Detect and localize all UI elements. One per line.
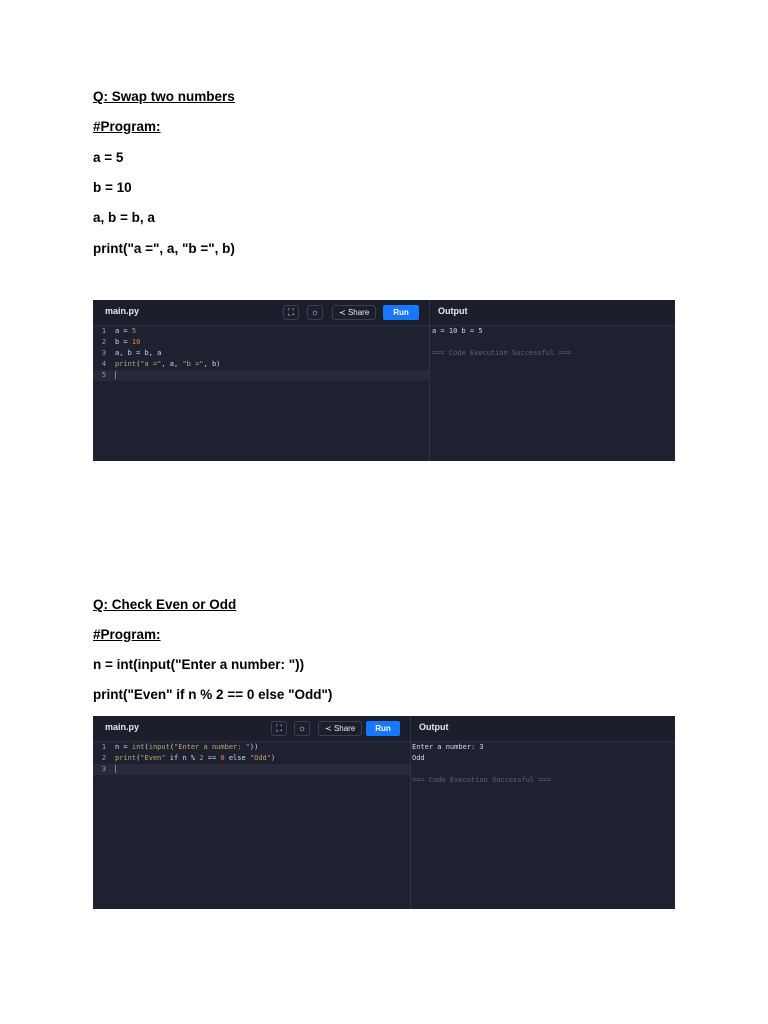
line-number: 2: [101, 338, 107, 346]
editor-screenshot: [93, 300, 675, 461]
line-number: 4: [101, 360, 107, 368]
share-button[interactable]: [318, 721, 362, 736]
run-button[interactable]: Run: [366, 721, 400, 736]
code-editor[interactable]: [93, 326, 429, 381]
question-title: Q: Swap two numbers: [93, 89, 235, 104]
line-number: 5: [101, 371, 107, 379]
code-line: [93, 370, 429, 381]
output-line: [432, 337, 571, 348]
output-console: [432, 326, 571, 359]
program-label: #Program:: [93, 119, 161, 134]
code-line: 1 a = 5: [93, 326, 429, 337]
execution-status: === Code Execution Successful ===: [432, 349, 572, 357]
code-line: 2 print("Even" if n % 2 == 0 else "Odd"): [93, 753, 410, 764]
text-cursor: [115, 371, 116, 379]
program-label: #Program:: [93, 627, 161, 642]
editor-toolbar: [93, 716, 675, 742]
share-button[interactable]: [332, 305, 376, 320]
line-number: 2: [101, 754, 107, 762]
code-line: 1 n = int(input("Enter a number: ")): [93, 742, 410, 753]
file-tab[interactable]: main.py: [105, 306, 140, 316]
sun-icon[interactable]: ☼: [307, 305, 323, 320]
code-line: 4 print("a =", a, "b =", b): [93, 359, 429, 370]
code-line: [93, 764, 410, 775]
code-editor[interactable]: [93, 742, 410, 775]
line-number: 1: [101, 327, 107, 335]
share-icon: ≺: [325, 724, 334, 733]
program-line: a, b = b, a: [93, 210, 155, 225]
execution-status: === Code Execution Successful ===: [412, 776, 552, 784]
output-tab[interactable]: Output: [438, 306, 468, 316]
output-line: Odd: [412, 754, 425, 762]
sun-icon[interactable]: ☼: [294, 721, 310, 736]
share-icon: ≺: [339, 308, 348, 317]
program-line: b = 10: [93, 180, 132, 195]
share-label: Share: [333, 724, 356, 733]
file-tab[interactable]: main.py: [105, 722, 140, 732]
editor-screenshot: [93, 716, 675, 909]
output-console: [412, 742, 551, 786]
output-line: a = 10 b = 5: [432, 327, 483, 335]
question-title: Q: Check Even or Odd: [93, 597, 237, 612]
code-line: 2 b = 10: [93, 337, 429, 348]
panel-divider[interactable]: [429, 300, 430, 461]
code-line: 3 a, b = b, a: [93, 348, 429, 359]
panel-divider[interactable]: [410, 716, 411, 909]
program-line: print("Even" if n % 2 == 0 else "Odd"): [93, 687, 333, 702]
fullscreen-icon[interactable]: ⛶: [271, 721, 287, 736]
program-line: n = int(input("Enter a number: ")): [93, 657, 305, 672]
line-number: 3: [101, 349, 107, 357]
line-number: 1: [101, 743, 107, 751]
text-cursor: [115, 765, 116, 773]
share-label: Share: [347, 308, 370, 317]
editor-toolbar: [93, 300, 675, 326]
output-line: Enter a number: 3: [412, 743, 484, 751]
fullscreen-icon[interactable]: ⛶: [283, 305, 299, 320]
program-line: print("a =", a, "b =", b): [93, 241, 235, 256]
output-line: [412, 764, 551, 775]
run-button[interactable]: Run: [383, 305, 419, 320]
program-line: a = 5: [93, 150, 124, 165]
output-tab[interactable]: Output: [419, 722, 449, 732]
line-number: 3: [101, 765, 107, 773]
